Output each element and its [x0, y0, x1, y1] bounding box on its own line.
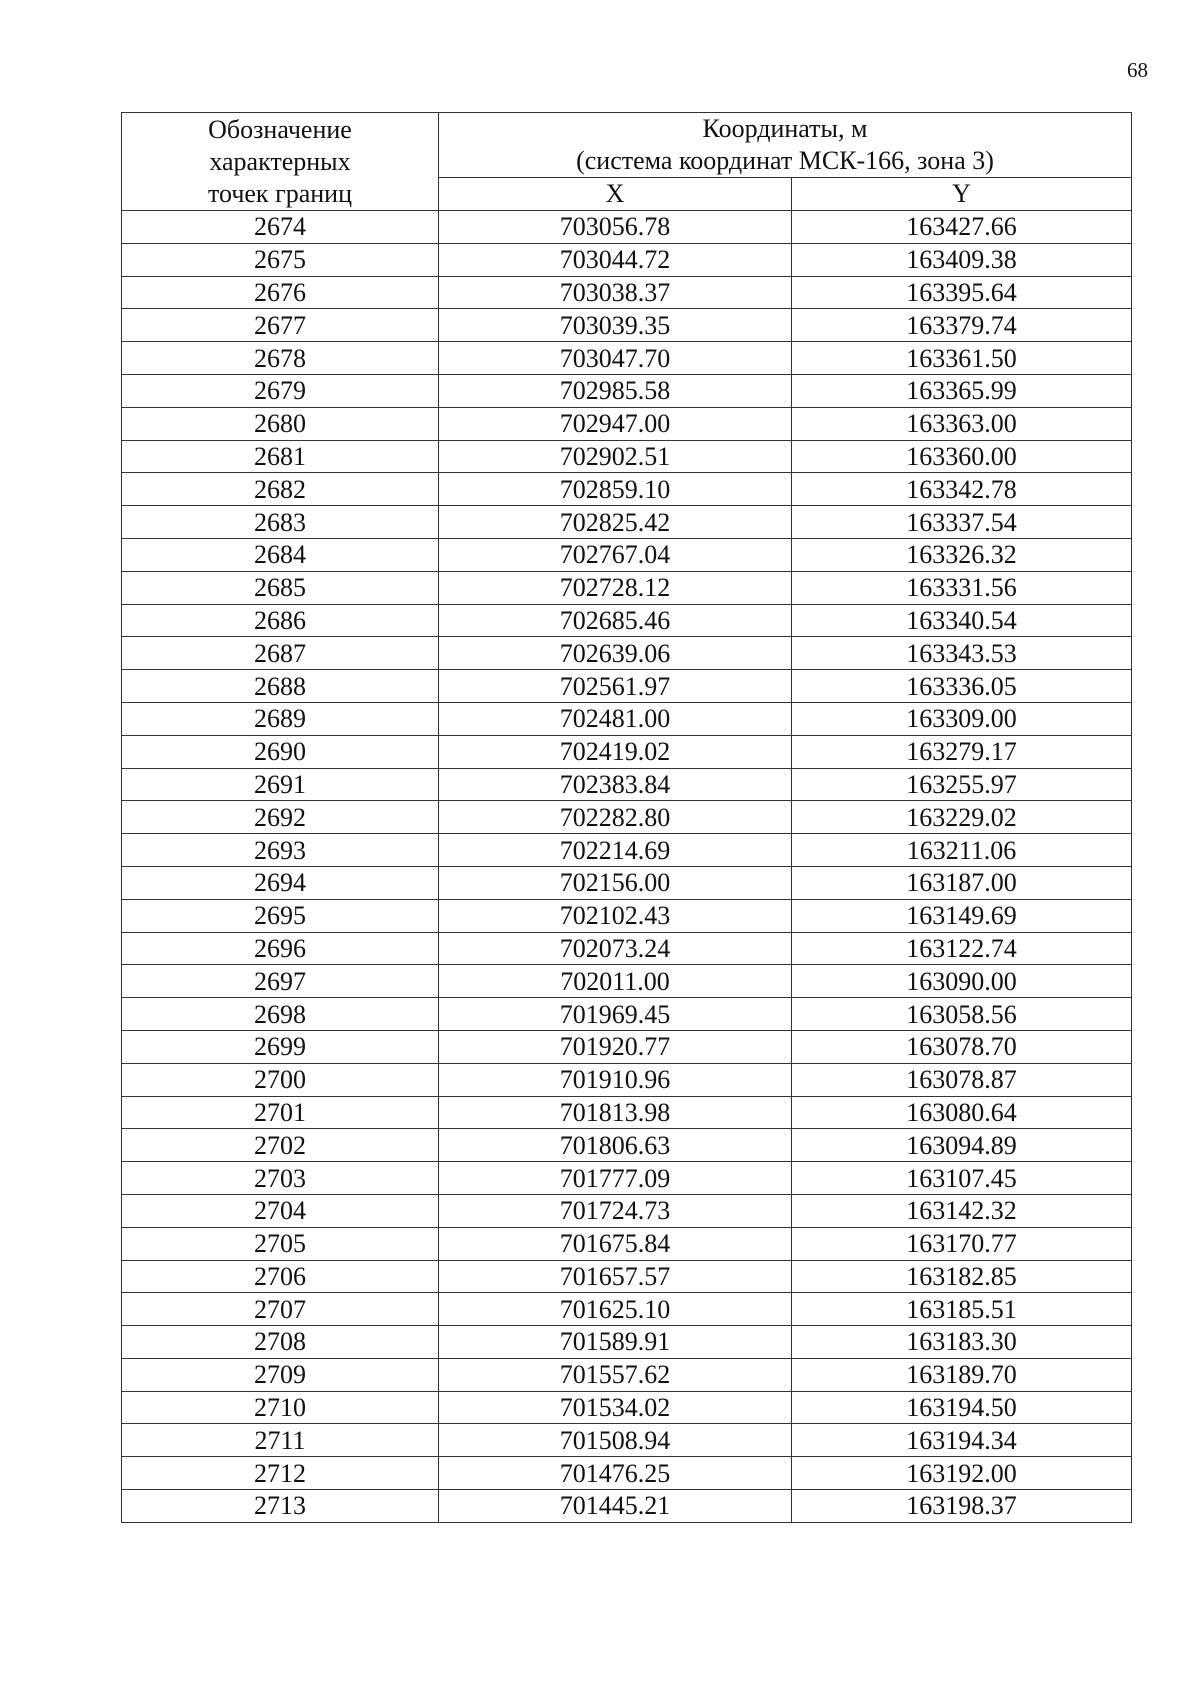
cell-point-id: 2699: [122, 1030, 439, 1063]
page-number: 68: [1127, 58, 1148, 82]
cell-point-id: 2710: [122, 1391, 439, 1424]
cell-x: 701806.63: [439, 1129, 792, 1162]
cell-y: 163080.64: [792, 1096, 1132, 1129]
cell-y: 163094.89: [792, 1129, 1132, 1162]
cell-x: 701589.91: [439, 1326, 792, 1359]
cell-y: 163090.00: [792, 965, 1132, 998]
cell-y: 163078.70: [792, 1030, 1132, 1063]
cell-point-id: 2692: [122, 801, 439, 834]
table-row: [122, 1326, 1132, 1359]
header-coordinates: [439, 113, 1132, 178]
cell-y: 163336.05: [792, 670, 1132, 703]
cell-point-id: 2704: [122, 1194, 439, 1227]
cell-y: 163107.45: [792, 1162, 1132, 1195]
cell-point-id: 2688: [122, 670, 439, 703]
table-row: [122, 473, 1132, 506]
cell-point-id: 2689: [122, 702, 439, 735]
cell-x: 702728.12: [439, 571, 792, 604]
cell-x: 703056.78: [439, 211, 792, 244]
cell-y: 163361.50: [792, 342, 1132, 375]
cell-y: 163255.97: [792, 768, 1132, 801]
cell-y: 163229.02: [792, 801, 1132, 834]
cell-y: 163365.99: [792, 374, 1132, 407]
table-row: [122, 1260, 1132, 1293]
cell-x: 701920.77: [439, 1030, 792, 1063]
table-row: [122, 899, 1132, 932]
cell-y: 163149.69: [792, 899, 1132, 932]
cell-y: 163279.17: [792, 735, 1132, 768]
cell-point-id: 2712: [122, 1457, 439, 1490]
table-body: [122, 211, 1132, 1523]
header-y: Y: [792, 178, 1132, 211]
table-row: [122, 735, 1132, 768]
cell-point-id: 2707: [122, 1293, 439, 1326]
cell-point-id: 2709: [122, 1358, 439, 1391]
table-row: [122, 702, 1132, 735]
cell-x: 701625.10: [439, 1293, 792, 1326]
cell-x: 702011.00: [439, 965, 792, 998]
cell-y: 163192.00: [792, 1457, 1132, 1490]
cell-y: 163331.56: [792, 571, 1132, 604]
header-row-top: [122, 113, 1132, 178]
cell-point-id: 2685: [122, 571, 439, 604]
cell-x: 701724.73: [439, 1194, 792, 1227]
cell-x: 702825.42: [439, 506, 792, 539]
cell-y: 163340.54: [792, 604, 1132, 637]
cell-x: 702383.84: [439, 768, 792, 801]
cell-point-id: 2674: [122, 211, 439, 244]
coordinates-table: [121, 112, 1132, 1523]
cell-y: 163058.56: [792, 998, 1132, 1031]
cell-point-id: 2690: [122, 735, 439, 768]
cell-y: 163142.32: [792, 1194, 1132, 1227]
cell-y: 163409.38: [792, 243, 1132, 276]
cell-x: 702102.43: [439, 899, 792, 932]
cell-y: 163337.54: [792, 506, 1132, 539]
cell-point-id: 2706: [122, 1260, 439, 1293]
table-row: [122, 637, 1132, 670]
cell-x: 702685.46: [439, 604, 792, 637]
cell-x: 702767.04: [439, 538, 792, 571]
cell-x: 703047.70: [439, 342, 792, 375]
cell-point-id: 2675: [122, 243, 439, 276]
cell-point-id: 2694: [122, 866, 439, 899]
cell-x: 701777.09: [439, 1162, 792, 1195]
table-header: [122, 113, 1132, 211]
cell-x: 703039.35: [439, 309, 792, 342]
cell-point-id: 2677: [122, 309, 439, 342]
table-row: [122, 1063, 1132, 1096]
table-row: [122, 506, 1132, 539]
table-row: [122, 1096, 1132, 1129]
cell-x: 702156.00: [439, 866, 792, 899]
cell-y: 163194.50: [792, 1391, 1132, 1424]
cell-x: 701657.57: [439, 1260, 792, 1293]
cell-x: 702419.02: [439, 735, 792, 768]
table-row: [122, 342, 1132, 375]
cell-y: 163182.85: [792, 1260, 1132, 1293]
table-row: [122, 1194, 1132, 1227]
cell-y: 163078.87: [792, 1063, 1132, 1096]
table-row: [122, 1227, 1132, 1260]
cell-x: 702561.97: [439, 670, 792, 703]
cell-point-id: 2676: [122, 276, 439, 309]
cell-point-id: 2693: [122, 834, 439, 867]
cell-x: 702481.00: [439, 702, 792, 735]
cell-x: 701813.98: [439, 1096, 792, 1129]
cell-x: 701476.25: [439, 1457, 792, 1490]
header-coordinates-line-1: Координаты, м: [702, 114, 868, 143]
cell-point-id: 2705: [122, 1227, 439, 1260]
cell-point-id: 2695: [122, 899, 439, 932]
cell-y: 163326.32: [792, 538, 1132, 571]
cell-y: 163363.00: [792, 407, 1132, 440]
cell-x: 702282.80: [439, 801, 792, 834]
header-point-id-line-1: Обозначение: [208, 114, 352, 144]
cell-point-id: 2682: [122, 473, 439, 506]
cell-y: 163194.34: [792, 1424, 1132, 1457]
cell-point-id: 2698: [122, 998, 439, 1031]
table-row: [122, 276, 1132, 309]
cell-y: 163198.37: [792, 1490, 1132, 1523]
cell-x: 702214.69: [439, 834, 792, 867]
cell-x: 703044.72: [439, 243, 792, 276]
table-row: [122, 670, 1132, 703]
cell-y: 163427.66: [792, 211, 1132, 244]
table-row: [122, 998, 1132, 1031]
cell-y: 163343.53: [792, 637, 1132, 670]
cell-y: 163185.51: [792, 1293, 1132, 1326]
cell-y: 163309.00: [792, 702, 1132, 735]
cell-x: 702859.10: [439, 473, 792, 506]
cell-point-id: 2686: [122, 604, 439, 637]
cell-point-id: 2684: [122, 538, 439, 571]
cell-point-id: 2691: [122, 768, 439, 801]
cell-point-id: 2711: [122, 1424, 439, 1457]
table-row: [122, 801, 1132, 834]
cell-point-id: 2697: [122, 965, 439, 998]
table-row: [122, 1457, 1132, 1490]
table-row: [122, 834, 1132, 867]
table-row: [122, 866, 1132, 899]
table-row: [122, 407, 1132, 440]
cell-x: 703038.37: [439, 276, 792, 309]
table-row: [122, 211, 1132, 244]
table-row: [122, 571, 1132, 604]
cell-x: 701534.02: [439, 1391, 792, 1424]
cell-y: 163342.78: [792, 473, 1132, 506]
cell-point-id: 2713: [122, 1490, 439, 1523]
table-row: [122, 440, 1132, 473]
cell-x: 702073.24: [439, 932, 792, 965]
cell-x: 702947.00: [439, 407, 792, 440]
cell-point-id: 2696: [122, 932, 439, 965]
cell-x: 702639.06: [439, 637, 792, 670]
cell-point-id: 2701: [122, 1096, 439, 1129]
cell-y: 163189.70: [792, 1358, 1132, 1391]
table-row: [122, 1424, 1132, 1457]
cell-x: 701508.94: [439, 1424, 792, 1457]
table-row: [122, 1358, 1132, 1391]
cell-y: 163395.64: [792, 276, 1132, 309]
cell-x: 701445.21: [439, 1490, 792, 1523]
cell-y: 163183.30: [792, 1326, 1132, 1359]
header-point-id-line-2: характерных: [209, 146, 351, 176]
cell-x: 701910.96: [439, 1063, 792, 1096]
cell-x: 701675.84: [439, 1227, 792, 1260]
cell-y: 163170.77: [792, 1227, 1132, 1260]
cell-y: 163360.00: [792, 440, 1132, 473]
table-row: [122, 768, 1132, 801]
table-row: [122, 965, 1132, 998]
table-row: [122, 243, 1132, 276]
table-row: [122, 1490, 1132, 1523]
cell-point-id: 2678: [122, 342, 439, 375]
cell-x: 701557.62: [439, 1358, 792, 1391]
cell-point-id: 2687: [122, 637, 439, 670]
table-row: [122, 1391, 1132, 1424]
table-row: [122, 1293, 1132, 1326]
table-row: [122, 1129, 1132, 1162]
table-row: [122, 309, 1132, 342]
table-row: [122, 1162, 1132, 1195]
table-row: [122, 932, 1132, 965]
cell-point-id: 2703: [122, 1162, 439, 1195]
cell-point-id: 2708: [122, 1326, 439, 1359]
header-point-id: [122, 113, 439, 211]
table-row: [122, 604, 1132, 637]
cell-y: 163211.06: [792, 834, 1132, 867]
cell-x: 702985.58: [439, 374, 792, 407]
table-row: [122, 538, 1132, 571]
cell-y: 163187.00: [792, 866, 1132, 899]
cell-point-id: 2683: [122, 506, 439, 539]
header-coordinates-line-2: (система координат МСК-166, зона 3): [576, 146, 994, 175]
header-x: X: [439, 178, 792, 211]
table-row: [122, 374, 1132, 407]
header-point-id-line-3: точек границ: [207, 178, 353, 208]
cell-y: 163379.74: [792, 309, 1132, 342]
table-row: [122, 1030, 1132, 1063]
cell-x: 701969.45: [439, 998, 792, 1031]
cell-x: 702902.51: [439, 440, 792, 473]
cell-point-id: 2681: [122, 440, 439, 473]
cell-point-id: 2679: [122, 374, 439, 407]
cell-point-id: 2680: [122, 407, 439, 440]
cell-point-id: 2702: [122, 1129, 439, 1162]
cell-y: 163122.74: [792, 932, 1132, 965]
cell-point-id: 2700: [122, 1063, 439, 1096]
